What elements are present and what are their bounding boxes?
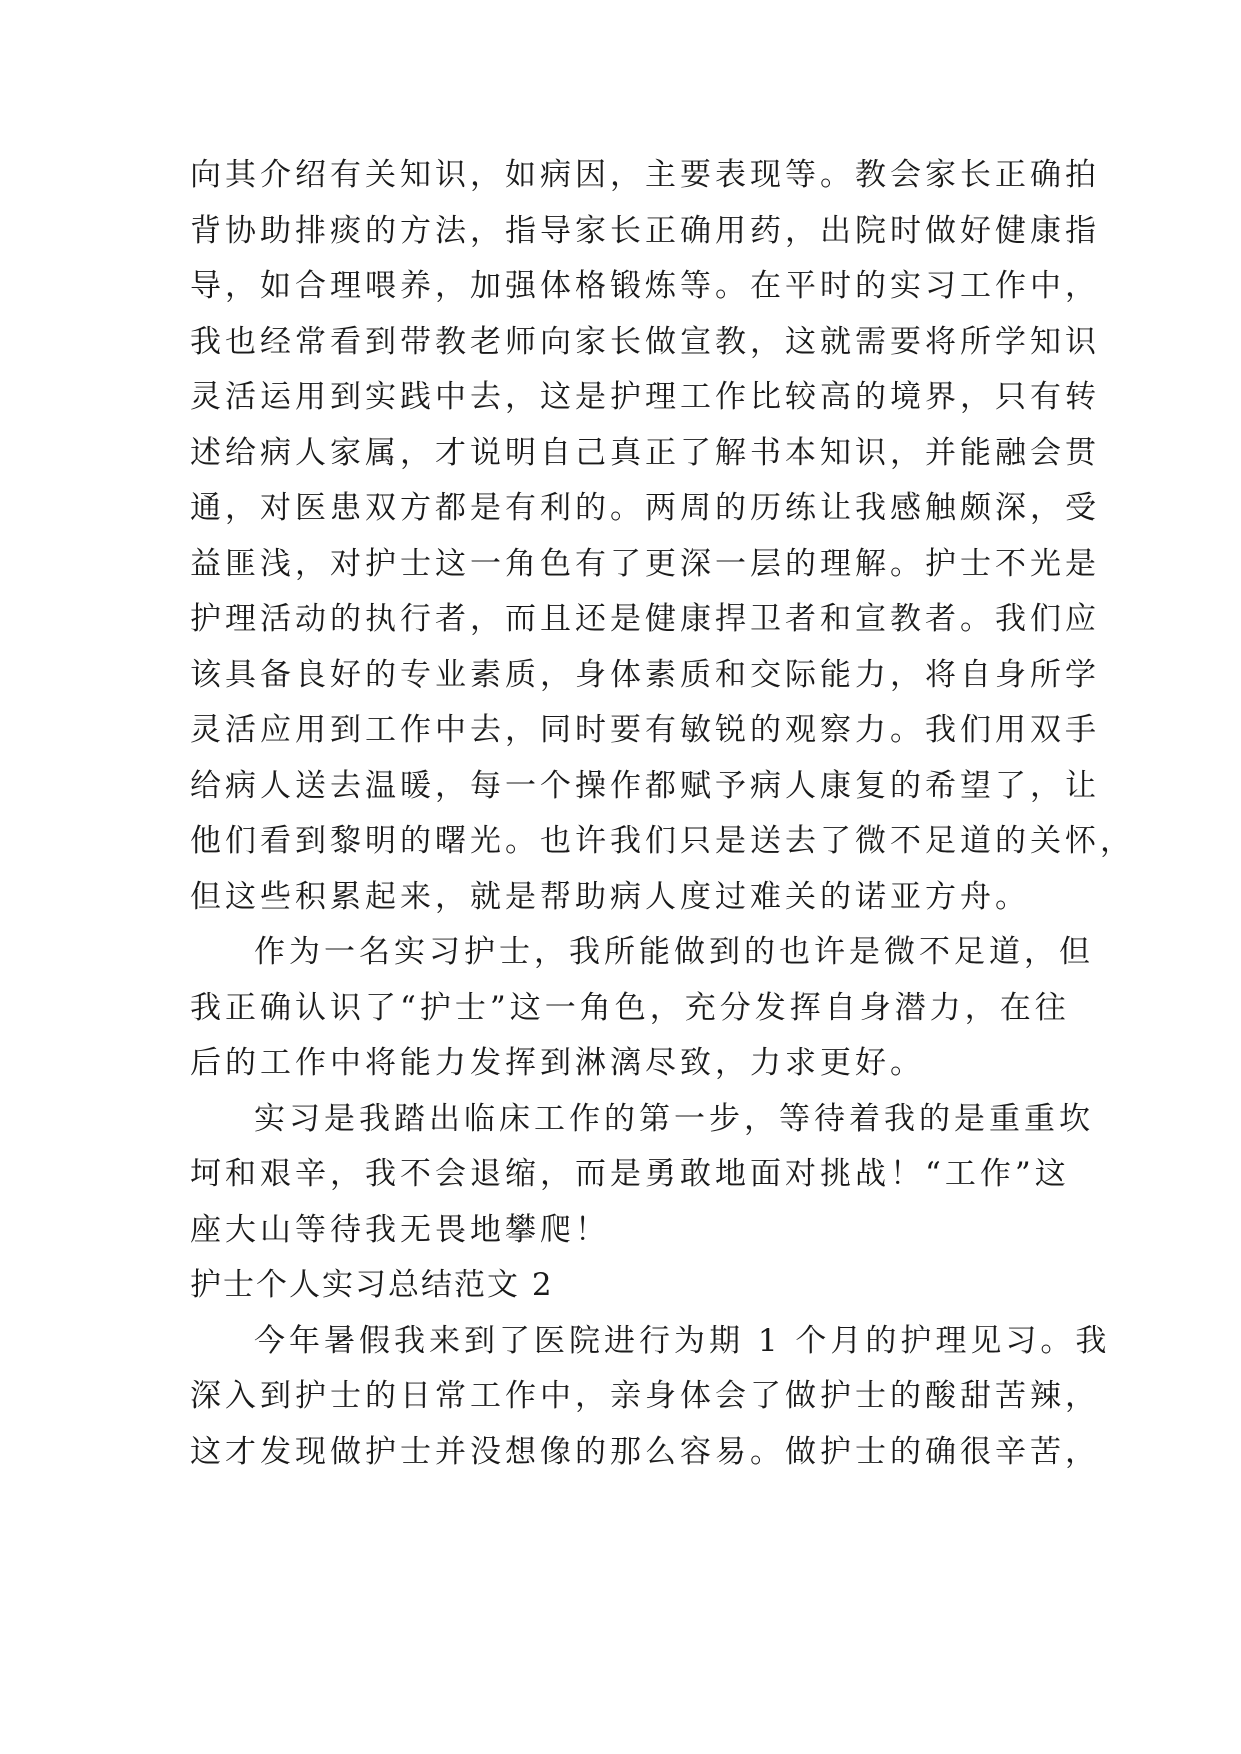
text-line: 导，如合理喂养，加强体格锻炼等。在平时的实习工作中，: [190, 268, 1100, 304]
document-body: [190, 148, 1135, 1480]
text-line: 背协助排痰的方法，指导家长正确用药，出院时做好健康指: [190, 212, 1100, 249]
paragraph-start-line: 今年暑假我来到了医院进行为期 1 个月的护理见习。我: [254, 1322, 1111, 1359]
text-line: 灵活应用到工作中去，同时要有敏锐的观察力。我们用双手: [190, 712, 1100, 748]
text-line: 该具备良好的专业素质，身体素质和交际能力，将自身所学: [190, 656, 1100, 693]
text-line: 给病人送去温暖，每一个操作都赋予病人康复的希望了，让: [190, 767, 1100, 804]
text-line: 灵活运用到实践中去，这是护理工作比较高的境界，只有转: [190, 379, 1100, 415]
text-line: 这才发现做护士并没想像的那么容易。做护士的确很辛苦，: [190, 1433, 1100, 1470]
text-line: 述给病人家属，才说明自己真正了解书本知识，并能融会贯: [190, 434, 1100, 471]
section-heading: 护士个人实习总结范文 2: [190, 1267, 554, 1303]
paragraph-end-line: 但这些积累起来，就是帮助病人度过难关的诺亚方舟。: [190, 878, 1030, 915]
text-line: 向其介绍有关知识，如病因，主要表现等。教会家长正确拍: [190, 157, 1100, 193]
paragraph-end-line: 座大山等待我无畏地攀爬！: [190, 1211, 610, 1248]
text-line: 坷和艰辛，我不会退缩，而是勇敢地面对挑战！“工作”这: [190, 1156, 1070, 1192]
paragraph-end-line: 后的工作中将能力发挥到淋漓尽致，力求更好。: [190, 1045, 925, 1081]
paragraph-start-line: 实习是我踏出临床工作的第一步，等待着我的是重重坎: [254, 1100, 1094, 1137]
text-line: 通，对医患双方都是有利的。两周的历练让我感触颇深，受: [190, 490, 1100, 526]
text-line: 他们看到黎明的曙光。也许我们只是送去了微不足道的关怀，: [190, 823, 1135, 859]
text-line: 深入到护士的日常工作中，亲身体会了做护士的酸甜苦辣，: [190, 1378, 1100, 1414]
text-line: 我也经常看到带教老师向家长做宣教，这就需要将所学知识: [190, 323, 1100, 360]
text-line: 益匪浅，对护士这一角色有了更深一层的理解。护士不光是: [190, 545, 1100, 582]
text-line: 我正确认识了“护士”这一角色，充分发挥自身潜力，在往: [190, 989, 1070, 1026]
text-line: 护理活动的执行者，而且还是健康捍卫者和宣教者。我们应: [190, 601, 1100, 637]
paragraph-start-line: 作为一名实习护士，我所能做到的也许是微不足道，但: [254, 934, 1094, 970]
